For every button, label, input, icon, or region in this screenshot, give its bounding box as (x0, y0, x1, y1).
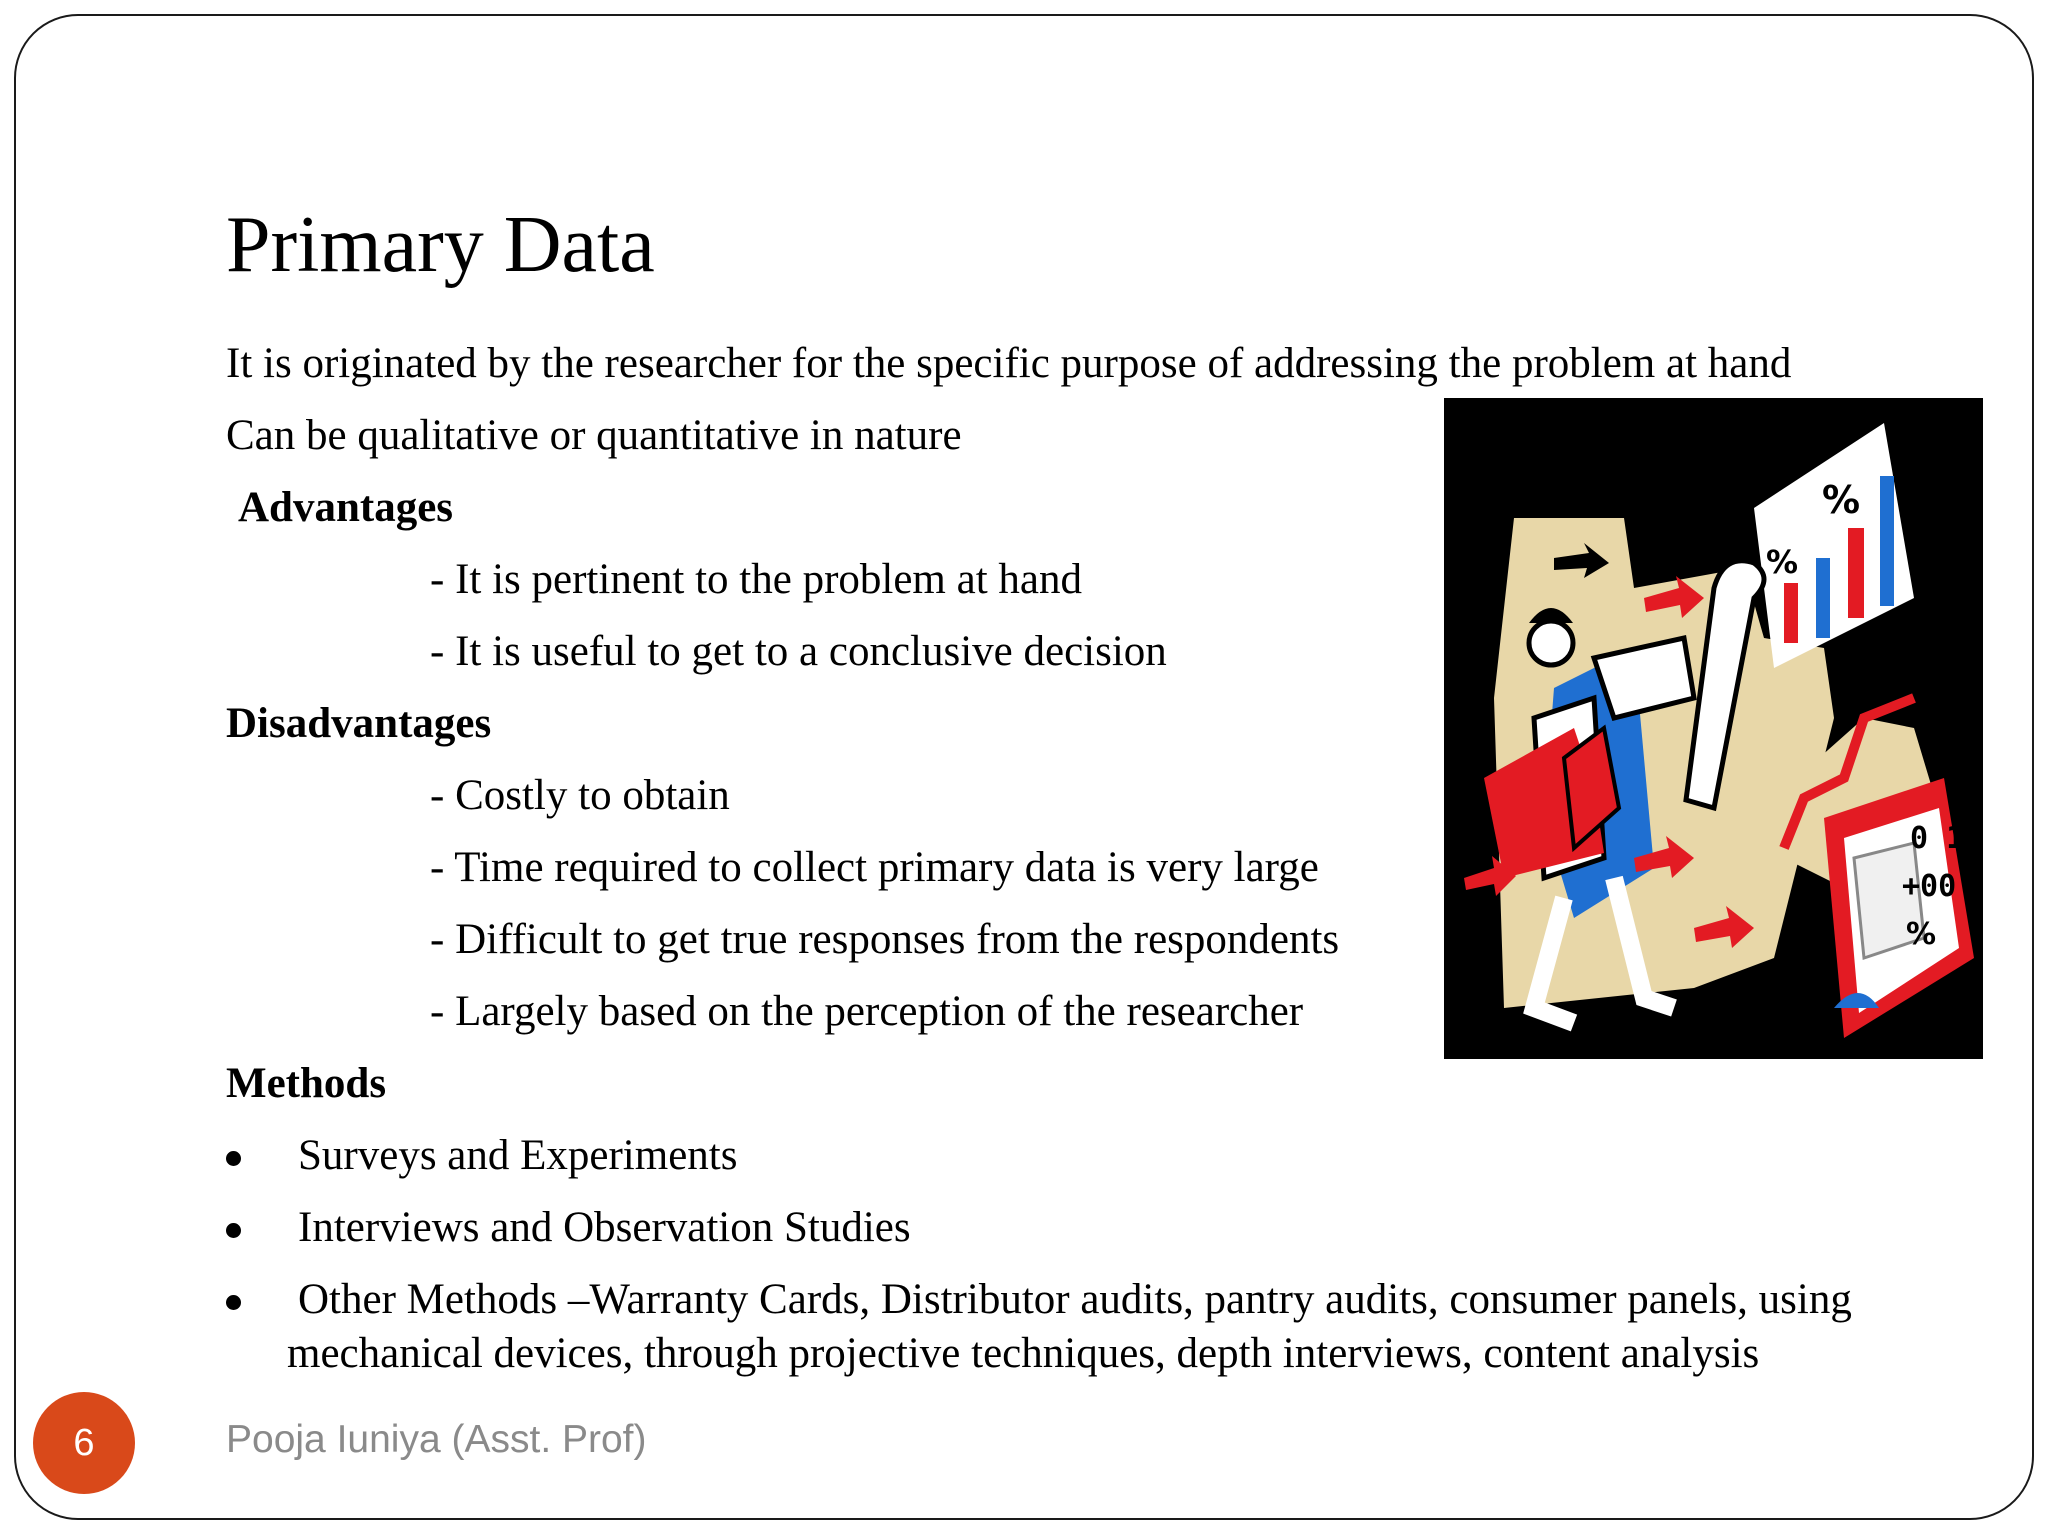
method-item-continuation: mechanical devices, through projective techniques, depth interviews, content analysis (287, 1330, 1760, 1377)
intro-line-2: Can be qualitative or quantitative in nature (226, 412, 962, 459)
method-item: Surveys and Experiments (298, 1132, 738, 1179)
percent-label: % (1822, 478, 1861, 522)
bullet-icon (226, 1151, 241, 1166)
disadvantage-item: - Largely based on the perception of the researcher (430, 988, 1304, 1035)
percent-label: % (1766, 543, 1799, 581)
disadvantages-heading: Disadvantages (226, 700, 492, 747)
advantages-heading: Advantages (238, 484, 454, 531)
footer-author: Pooja Iuniya (Asst. Prof) (226, 1418, 647, 1461)
disadvantage-item: - Costly to obtain (430, 772, 730, 819)
advantage-item: - It is pertinent to the problem at hand (430, 556, 1082, 603)
methods-heading: Methods (226, 1060, 387, 1107)
digits-label: +00 (1902, 869, 1957, 904)
disadvantage-item: - Difficult to get true responses from the respondents (430, 916, 1340, 963)
bullet-icon (226, 1295, 241, 1310)
clipart-illustration (1444, 398, 1983, 1059)
intro-line-1: It is originated by the researcher for the specific purpose of addressing the problem at hand (226, 340, 1792, 387)
method-item: Interviews and Observation Studies (298, 1204, 911, 1251)
bullet-icon (226, 1223, 241, 1238)
page-number-badge: 6 (33, 1392, 135, 1494)
disadvantage-item: - Time required to collect primary data is very large (430, 844, 1319, 891)
digits-label: 0 1 (1910, 821, 1965, 856)
advantage-item: - It is useful to get to a conclusive decision (430, 628, 1167, 675)
slide-title: Primary Data (226, 201, 655, 289)
method-item: Other Methods –Warranty Cards, Distributor audits, pantry audits, consumer panels, using (298, 1276, 1852, 1323)
percent-label: % (1906, 917, 1937, 952)
